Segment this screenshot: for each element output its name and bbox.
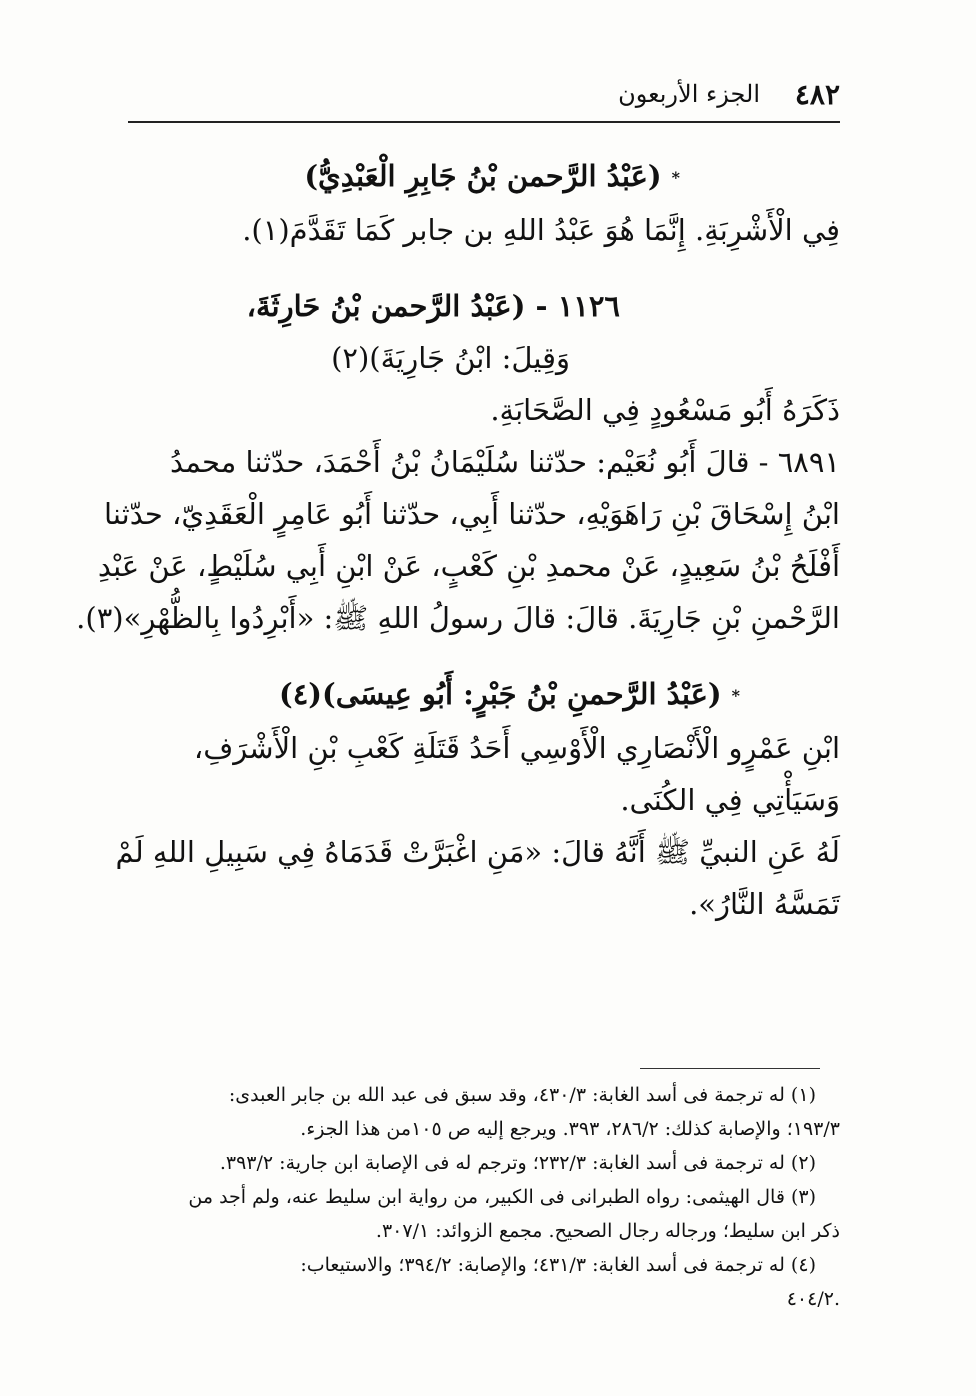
entry-heading-text: (عَبْدُ الرَّحمنِ بْنُ جَبْرٍ: أَبُو عِيسَى)(٤) [278, 677, 722, 711]
main-text [76, 150, 840, 930]
entry-subheading: وَقِيلَ: ابْنُ جَارِيَةَ)(٢) [331, 341, 570, 375]
text-line: ابْنِ عَمْرٍو الْأَنْصَارِي الْأَوْسِي أَحَدُ قَتَلَةِ كَعْبِ بْنِ الْأَشْرَفِ، [193, 731, 840, 765]
entry-heading [128, 668, 840, 722]
footnote-line: (٤) له ترجمة فى أسد الغابة: ٤٣١/٣؛ والإصابة: ٣٩٤/٢؛ والاستيعاب: [300, 1254, 816, 1276]
text-line: أَفْلَحُ بْنُ سَعِيدٍ، عَنْ محمدِ بْنِ كَعْبٍ، عَنْ ابْنِ أَبِي سُلَيْطٍ، عَنْ عَبْدِ [97, 549, 840, 583]
footnote-line: ذكر ابن سليط؛ ورجاله رجال الصحيح. مجمع الزوائد: ٣٠٧/١. [375, 1220, 840, 1242]
footnote-line: .٤٠٤/٢ [786, 1288, 840, 1310]
text-line: لَهُ عَنِ النبيِّ ﷺ أَنَّهُ قالَ: «مَنِ اغْبَرَّتْ قَدَمَاهُ فِي سَبِيلِ اللهِ لَمْ [115, 835, 840, 869]
entry-heading: ١١٢٦ - (عَبْدُ الرَّحمن بْنُ حَارِثَةَ، [246, 289, 620, 323]
text-line: ذَكَرَهُ أَبُو مَسْعُودٍ فِي الصَّحَابَةِ. [490, 393, 840, 427]
footnote-divider [640, 1068, 820, 1069]
text-line: وَسَيَأْتِي فِي الكُنَى. [620, 783, 840, 817]
entry-heading [128, 150, 840, 204]
text-line: ابْنُ إِسْحَاقَ بْنِ رَاهَوَيْهِ، حدّثنا أَبِي، حدّثنا أَبُو عَامِرٍ الْعَقَدِيّ، حدّثنا [104, 497, 840, 531]
page-header [128, 78, 840, 118]
footnote-line: (١) له ترجمة فى أسد الغابة: ٤٣٠/٣، وقد سبق فى عبد الله بن جابر العبدى: [228, 1084, 816, 1106]
footnote-line: ١٩٣/٣؛ والإصابة كذلك: ٢٨٦/٢، ٣٩٣. ويرجع إليه ص ١٠٥من هذا الجزء. [300, 1118, 840, 1140]
text-line: تَمَسَّهُ النَّارُ». [689, 887, 840, 921]
running-title: الجزء الأربعون [618, 80, 760, 108]
header-divider [128, 121, 840, 123]
footnote-line: (٢) له ترجمة فى أسد الغابة: ٢٣٢/٣؛ وترجم له فى الإصابة ابن جارية: ٣٩٣/٢. [219, 1152, 816, 1174]
entry-heading-text: (عَبْدُ الرَّحمن بْنُ جَابِرِ الْعَبْدِيُّ) [304, 159, 662, 193]
footnotes [128, 1078, 840, 1316]
page-number: ٤٨٢ [794, 78, 840, 111]
footnote-line: (٣) قال الهيثمى: رواه الطبرانى فى الكبير، من رواية ابن سليط عنه، ولم أجد من [188, 1186, 816, 1208]
text-line: الرَّحْمنِ بْنِ جَارِيَةَ. قالَ: قالَ رسولُ اللهِ ﷺ: «أَبْرِدُوا بِالظُّهْرِ»(٣). [76, 601, 840, 635]
star-marker: * [731, 686, 740, 705]
text-line: ٦٨٩١ - قالَ أَبُو نُعَيْم: حدّثنا سُلَيْمَانُ بْنُ أَحْمَدَ، حدّثنا محمدُ [170, 445, 840, 479]
star-marker: * [671, 168, 680, 187]
text-line: فِي الْأَشْرِبَةِ. إِنَّمَا هُوَ عَبْدُ اللهِ بن جابر كَمَا تَقَدَّمَ(١). [242, 213, 840, 247]
